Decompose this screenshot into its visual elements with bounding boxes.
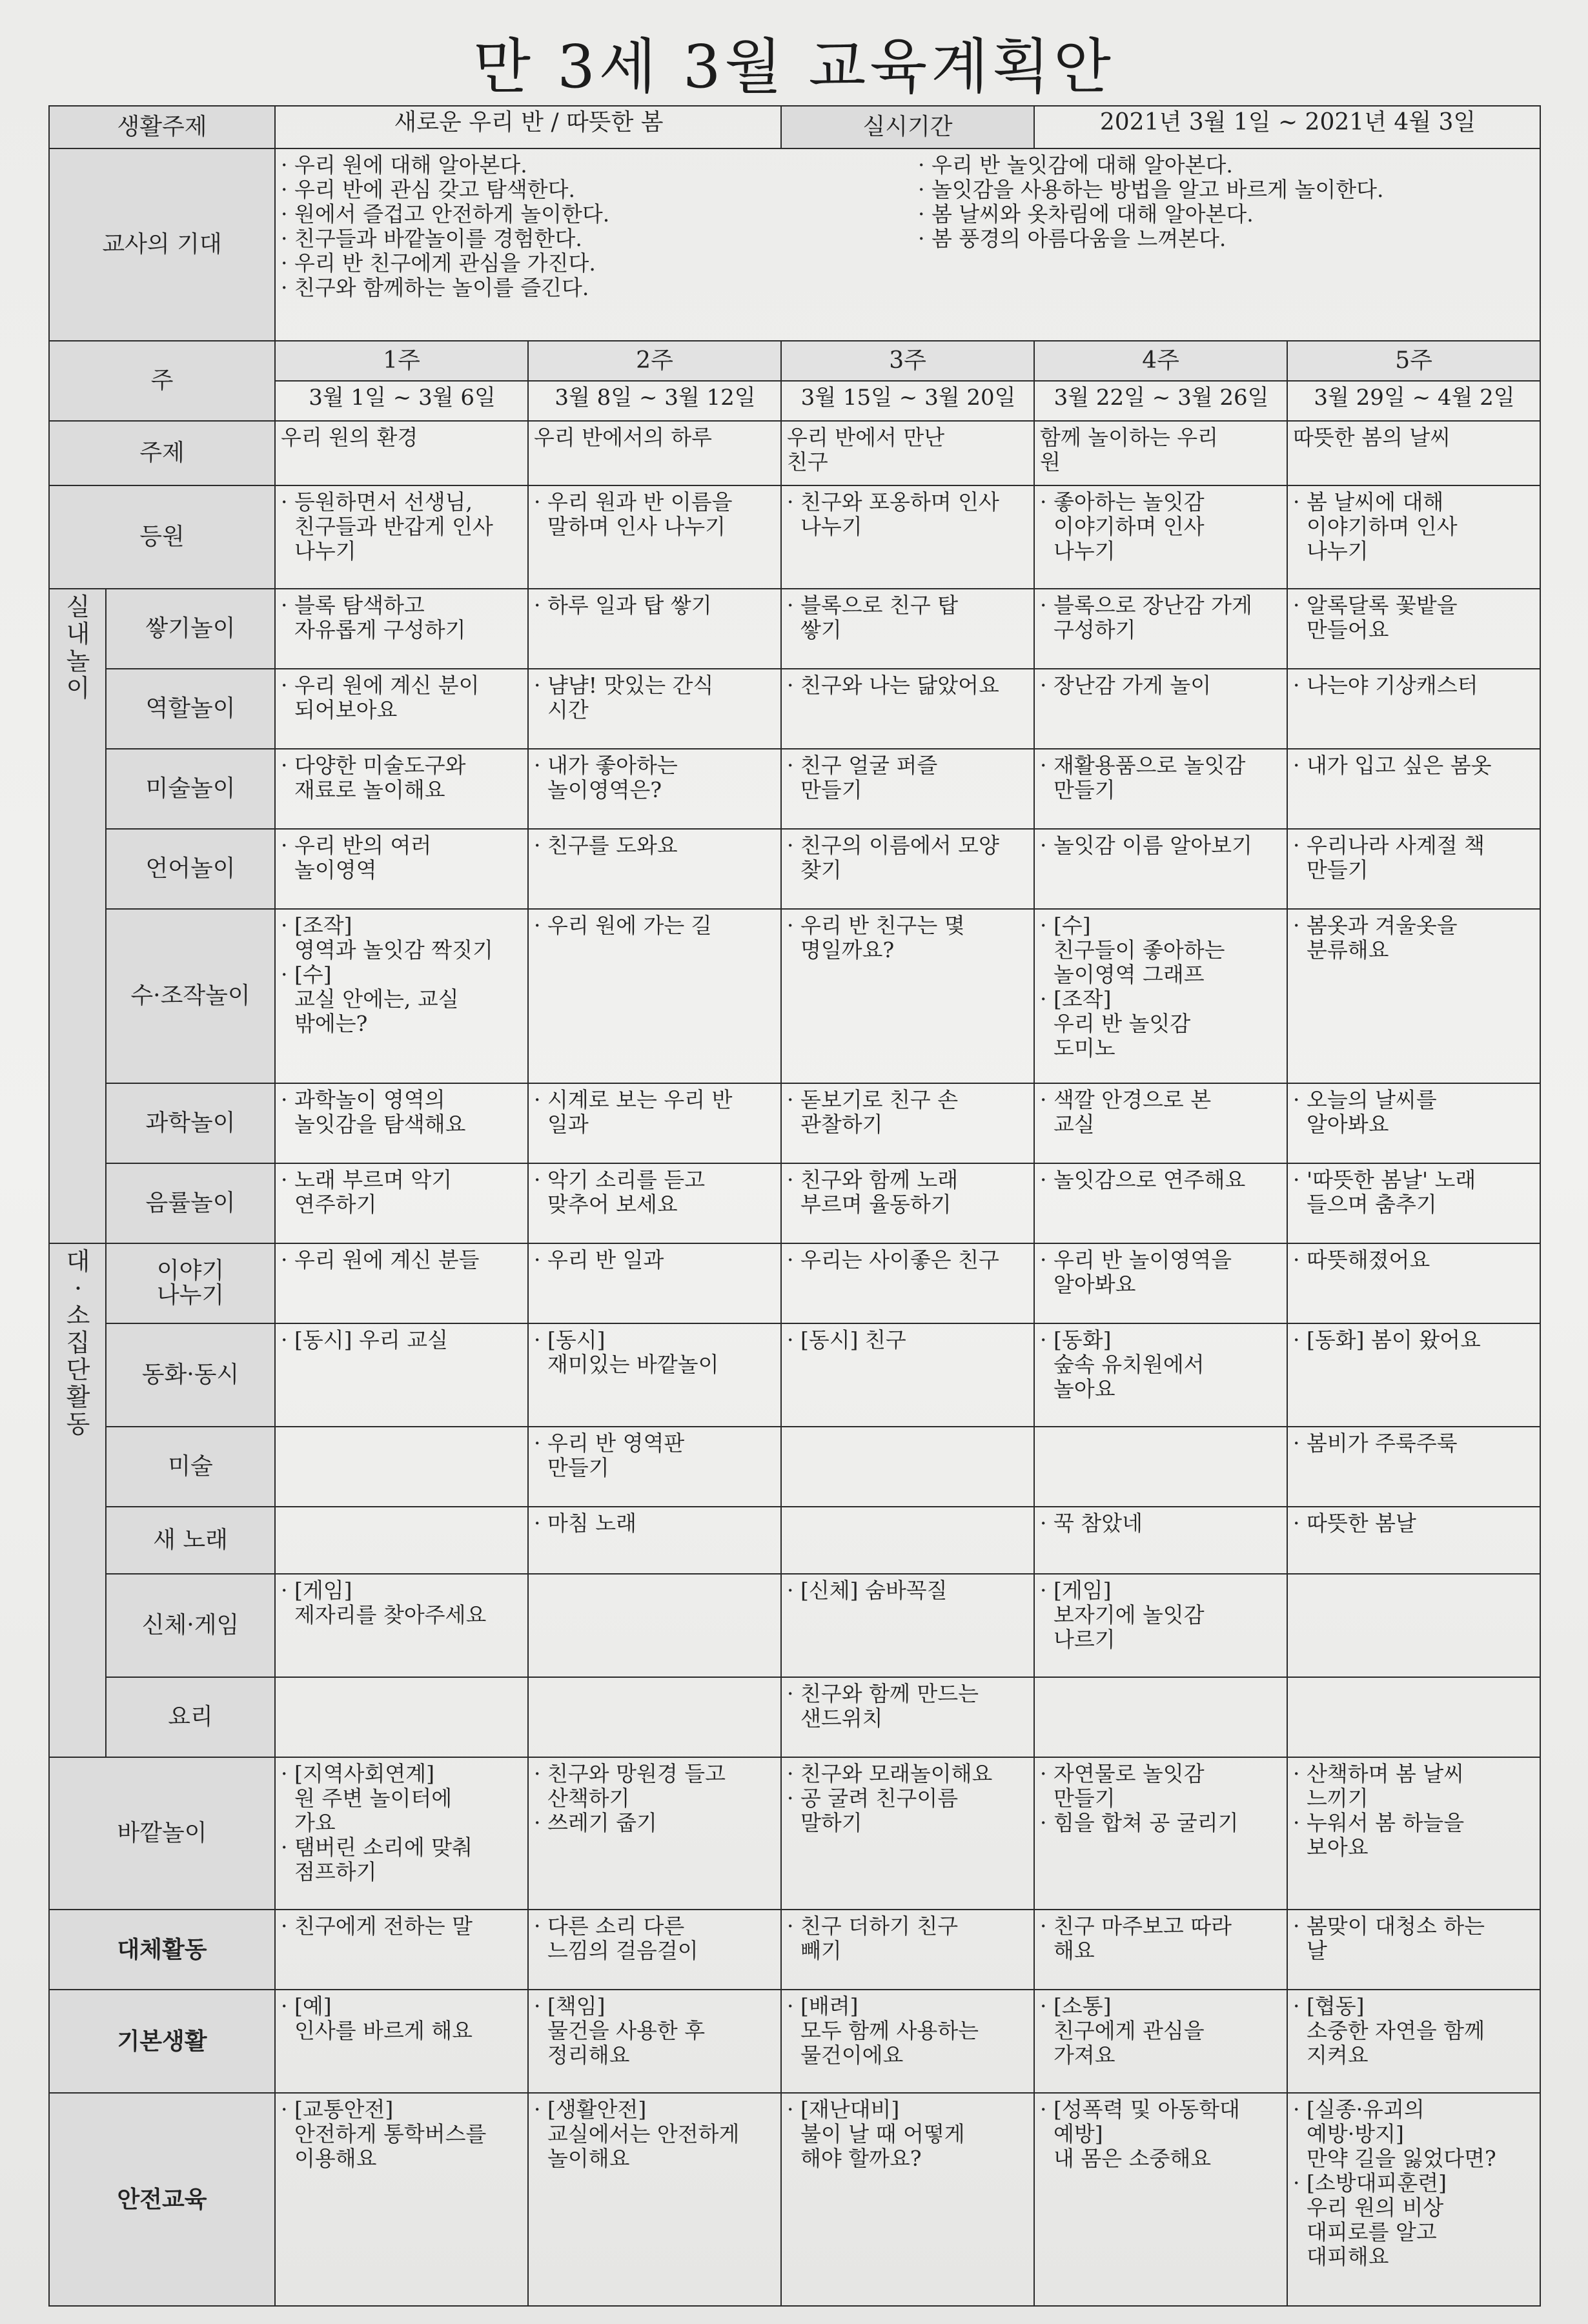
cell-text: · 친구와 나는 닮았어요 xyxy=(787,673,999,698)
week-2-cell xyxy=(528,1574,781,1677)
cell-text: 함께 놀이하는 우리 원 xyxy=(1040,425,1219,474)
expectations-label: 교사의 기대 xyxy=(49,148,275,341)
outdoor-row xyxy=(49,1757,1540,1910)
week-5-cell xyxy=(1287,1323,1540,1427)
cell-text: · 친구와 망원경 들고 산책하기 · 쓰레기 줍기 xyxy=(534,1761,726,1835)
week-3-cell xyxy=(781,1323,1034,1427)
expectation-item: · 봄 날씨와 옷차림에 대해 알아본다. xyxy=(918,201,1254,227)
week-1-cell xyxy=(275,1163,528,1243)
topic-row xyxy=(49,421,1540,485)
indoor-activity-row xyxy=(49,669,1540,749)
week-3-cell xyxy=(781,1243,1034,1323)
week-3-cell xyxy=(781,1163,1034,1243)
week-4-cell xyxy=(1034,485,1287,589)
row-label: 언어놀이 xyxy=(145,855,236,882)
cell-text: · 오늘의 날씨를 알아봐요 xyxy=(1293,1087,1437,1137)
week-2-cell xyxy=(528,669,781,749)
expectation-item: · 봄 풍경의 아름다움을 느껴본다. xyxy=(918,226,1227,251)
expectations-left-list xyxy=(281,153,899,300)
cell-text: · 친구와 포옹하며 인사 나누기 xyxy=(787,489,999,539)
row-label: 바깥놀이 xyxy=(117,1820,207,1846)
group-activity-label xyxy=(106,1323,275,1427)
week-5-cell xyxy=(1287,829,1540,909)
week-5-cell xyxy=(1287,1757,1540,1910)
week-1-cell xyxy=(275,421,528,485)
cell-text: · [동시] 친구 xyxy=(787,1327,906,1352)
week-5-cell xyxy=(1287,1677,1540,1757)
week-3-cell xyxy=(781,2093,1034,2306)
cell-text: · 친구와 모래놀이해요 · 공 굴려 친구이름 말하기 xyxy=(787,1761,993,1835)
week-5-cell xyxy=(1287,1574,1540,1677)
week-1-cell xyxy=(275,1990,528,2093)
week-3-cell xyxy=(781,1990,1034,2093)
group-activity-label xyxy=(106,1574,275,1677)
week-4-cell xyxy=(1034,1427,1287,1507)
week-2-cell xyxy=(528,485,781,589)
week-2-dates: 3월 8일 ~ 3월 12일 xyxy=(528,381,781,421)
group-activity-row xyxy=(49,1507,1540,1574)
indoor-activity-label xyxy=(106,749,275,829)
week-3-name: 3주 xyxy=(781,341,1034,381)
cell-text: · 돋보기로 친구 손 관찰하기 xyxy=(787,1087,959,1137)
cell-text: · [재난대비] 불이 날 때 어떻게 해야 할까요? xyxy=(787,2097,965,2171)
week-1-cell xyxy=(275,1507,528,1574)
cell-text: · [동시] 재미있는 바깥놀이 xyxy=(534,1327,719,1377)
expectations-row xyxy=(49,148,1540,341)
week-1-cell xyxy=(275,485,528,589)
week-label: 주 xyxy=(49,341,275,421)
expectation-item: · 우리 반 친구에게 관심을 가진다. xyxy=(281,250,596,276)
row-label: 새 노래 xyxy=(153,1527,228,1553)
week-4-cell xyxy=(1034,749,1287,829)
week-3-cell xyxy=(781,1677,1034,1757)
cell-text: · 친구 얼굴 퍼즐 만들기 xyxy=(787,753,938,802)
week-2-cell xyxy=(528,1083,781,1163)
week-1-cell xyxy=(275,1323,528,1427)
cell-text: · 시계로 보는 우리 반 일과 xyxy=(534,1087,733,1137)
cell-text: · [수] 친구들이 좋아하는 놀이영역 그래프 · [조작] 우리 반 놀잇감 도미노 xyxy=(1040,913,1225,1061)
group-activity-row xyxy=(49,1243,1540,1323)
week-4-cell xyxy=(1034,1323,1287,1427)
group-activity-label xyxy=(106,1677,275,1757)
week-1-cell xyxy=(275,1910,528,1990)
week-3-cell xyxy=(781,909,1034,1083)
indoor-activity-label xyxy=(106,1163,275,1243)
cell-text: · 따뜻한 봄날 xyxy=(1293,1511,1416,1536)
cell-text: · 블록으로 친구 탑 쌓기 xyxy=(787,593,959,642)
week-4-name: 4주 xyxy=(1034,341,1287,381)
row-label: 과학놀이 xyxy=(145,1110,236,1136)
row-label: 요리 xyxy=(168,1704,213,1730)
cell-text: · [실종·유괴의 예방·방지] 만약 길을 잃었다면? · [소방대피훈련] 우리 원의 비상 대피로를 알고 대피해요 xyxy=(1293,2097,1496,2269)
week-3-cell xyxy=(781,749,1034,829)
week-2-name: 2주 xyxy=(528,341,781,381)
week-2-cell xyxy=(528,1757,781,1910)
week-5-cell xyxy=(1287,1243,1540,1323)
group-activity-row xyxy=(49,1677,1540,1757)
week-1-cell xyxy=(275,1574,528,1677)
week-5-cell xyxy=(1287,1910,1540,1990)
cell-text: · 우리 원에 가는 길 xyxy=(534,913,712,938)
week-1-cell xyxy=(275,1243,528,1323)
cell-text: · 우리 원과 반 이름을 말하며 인사 나누기 xyxy=(534,489,733,539)
cell-text: · 내가 좋아하는 놀이영역은? xyxy=(534,753,678,802)
week-2-cell xyxy=(528,421,781,485)
cell-text: · 마침 노래 xyxy=(534,1511,636,1536)
cell-text: · 우리 원에 계신 분들 xyxy=(281,1247,480,1272)
cell-text: · 봄 날씨에 대해 이야기하며 인사 나누기 xyxy=(1293,489,1458,564)
week-3-cell xyxy=(781,1910,1034,1990)
cell-text: · [협동] 소중한 자연을 함께 지켜요 xyxy=(1293,1993,1485,2068)
week-3-cell xyxy=(781,829,1034,909)
cell-text: · [조작] 영역과 놀잇감 짝짓기 · [수] 교실 안에는, 교실 밖에는? xyxy=(281,913,493,1036)
indoor-activity-row xyxy=(49,1163,1540,1243)
cell-text: · [동화] 숲속 유치원에서 놀아요 xyxy=(1040,1327,1205,1402)
row-label: 신체·게임 xyxy=(141,1612,239,1638)
week-5-cell xyxy=(1287,1990,1540,2093)
indoor-activity-label xyxy=(106,669,275,749)
week-3-cell xyxy=(781,1507,1034,1574)
arrival-row xyxy=(49,485,1540,589)
cell-text: · [소통] 친구에게 관심을 가져요 xyxy=(1040,1993,1205,2068)
cell-text: · 나는야 기상캐스터 xyxy=(1293,673,1478,698)
basic-row xyxy=(49,1990,1540,2093)
week-name-row xyxy=(49,341,1540,381)
safety-label xyxy=(49,2093,275,2306)
week-5-cell xyxy=(1287,589,1540,669)
week-4-cell xyxy=(1034,2093,1287,2306)
week-3-cell xyxy=(781,1083,1034,1163)
cell-text: · 우리나라 사계절 책 만들기 xyxy=(1293,833,1485,882)
theme-label: 생활주제 xyxy=(49,106,275,148)
expectation-item: · 친구와 함께하는 놀이를 즐긴다. xyxy=(281,275,589,300)
week-5-cell xyxy=(1287,2093,1540,2306)
expectations-content xyxy=(275,148,1540,341)
row-label: 음률놀이 xyxy=(145,1190,236,1216)
expectations-right-list xyxy=(918,153,1536,300)
week-5-name: 5주 xyxy=(1287,341,1540,381)
group-activity-label xyxy=(106,1507,275,1574)
indoor-activity-label xyxy=(106,829,275,909)
cell-text: · 자연물로 놀잇감 만들기 · 힘을 합쳐 공 굴리기 xyxy=(1040,1761,1239,1835)
week-2-cell xyxy=(528,829,781,909)
expectation-item: · 우리 반에 관심 갖고 탐색한다. xyxy=(281,177,575,202)
week-5-cell xyxy=(1287,421,1540,485)
week-1-cell xyxy=(275,1757,528,1910)
week-4-cell xyxy=(1034,1990,1287,2093)
cell-text: · 꾹 참았네 xyxy=(1040,1511,1143,1536)
week-2-cell xyxy=(528,1990,781,2093)
basic-label xyxy=(49,1990,275,2093)
cell-text: · 친구를 도와요 xyxy=(534,833,678,858)
cell-text: · 다른 소리 다른 느낌의 걸음걸이 xyxy=(534,1913,698,1963)
row-label: 주제 xyxy=(139,440,185,466)
week-3-cell xyxy=(781,1757,1034,1910)
cell-text: · 우리 반 영역판 만들기 xyxy=(534,1431,685,1480)
week-3-cell xyxy=(781,589,1034,669)
cell-text: · 친구에게 전하는 말 xyxy=(281,1913,473,1939)
cell-text: · [게임] 제자리를 찾아주세요 xyxy=(281,1578,487,1627)
cell-text: · 장난감 가게 놀이 xyxy=(1040,673,1212,698)
cell-text: · 하루 일과 탑 쌓기 xyxy=(534,593,712,618)
week-3-dates: 3월 15일 ~ 3월 20일 xyxy=(781,381,1034,421)
week-2-cell xyxy=(528,589,781,669)
week-4-cell xyxy=(1034,1243,1287,1323)
row-label: 역할놀이 xyxy=(145,695,236,722)
cell-text: · 놀잇감 이름 알아보기 xyxy=(1040,833,1252,858)
indoor-activity-label xyxy=(106,909,275,1083)
expectation-item: · 놀잇감을 사용하는 방법을 알고 바르게 놀이한다. xyxy=(918,177,1384,202)
theme-row xyxy=(49,106,1540,148)
cell-text: · 놀잇감으로 연주해요 xyxy=(1040,1167,1246,1192)
cell-text: · [책임] 물건을 사용한 후 정리해요 xyxy=(534,1993,706,2068)
week-5-cell xyxy=(1287,1427,1540,1507)
week-2-cell xyxy=(528,1163,781,1243)
cell-text: · [신체] 숨바꼭질 xyxy=(787,1578,948,1603)
cell-text: · [생활안전] 교실에서는 안전하게 놀이해요 xyxy=(534,2097,740,2171)
week-4-cell xyxy=(1034,1757,1287,1910)
theme-value: 새로운 우리 반 / 따뜻한 봄 xyxy=(275,106,781,148)
cell-text: · 냠냠! 맛있는 간식 시간 xyxy=(534,673,714,722)
cell-text: · 내가 입고 싶은 봄옷 xyxy=(1293,753,1492,778)
week-4-dates: 3월 22일 ~ 3월 26일 xyxy=(1034,381,1287,421)
cell-text: · 블록 탐색하고 자유롭게 구성하기 xyxy=(281,593,466,642)
expectation-item: · 원에서 즐겁고 안전하게 놀이한다. xyxy=(281,201,610,227)
row-label: 쌓기놀이 xyxy=(145,615,236,642)
cell-text: · 다양한 미술도구와 재료로 놀이해요 xyxy=(281,753,466,802)
row-label: 미술 xyxy=(168,1453,213,1480)
cell-text: · [교통안전] 안전하게 통학버스를 이용해요 xyxy=(281,2097,487,2171)
cell-text: · '따뜻한 봄날' 노래 들으며 춤추기 xyxy=(1293,1167,1476,1217)
cell-text: · 악기 소리를 듣고 맞추어 보세요 xyxy=(534,1167,706,1217)
week-2-cell xyxy=(528,2093,781,2306)
group-activity-label xyxy=(106,1427,275,1507)
week-4-cell xyxy=(1034,1507,1287,1574)
cell-text: · [지역사회연계] 원 주변 놀이터에 가요 · 탬버린 소리에 맞춰 점프하기 xyxy=(281,1761,473,1884)
week-2-cell xyxy=(528,1677,781,1757)
week-3-cell xyxy=(781,421,1034,485)
cell-text: 따뜻한 봄의 날씨 xyxy=(1293,425,1451,450)
row-label: 동화·동시 xyxy=(141,1361,239,1388)
indoor-activity-row xyxy=(49,909,1540,1083)
week-3-cell xyxy=(781,1427,1034,1507)
group-activity-row xyxy=(49,1574,1540,1677)
alternative-row xyxy=(49,1910,1540,1990)
row-label: 대체활동 xyxy=(117,1936,207,1963)
indoor-activity-label xyxy=(106,1083,275,1163)
cell-text: · 봄비가 주룩주룩 xyxy=(1293,1431,1458,1456)
cell-text: · 우리 반의 여러 놀이영역 xyxy=(281,833,432,882)
topic-label xyxy=(49,421,275,485)
week-4-cell xyxy=(1034,1677,1287,1757)
cell-text: · 친구 마주보고 따라 해요 xyxy=(1040,1913,1232,1963)
cell-text: · 좋아하는 놀잇감 이야기하며 인사 나누기 xyxy=(1040,489,1205,564)
row-label: 이야기 나누기 xyxy=(156,1258,225,1309)
cell-text: · 친구의 이름에서 모양 찾기 xyxy=(787,833,999,882)
expectation-item: · 친구들과 바깥놀이를 경험한다. xyxy=(281,226,582,251)
alternative-label xyxy=(49,1910,275,1990)
week-1-cell xyxy=(275,2093,528,2306)
expectation-item: · 우리 원에 대해 알아본다. xyxy=(281,152,527,178)
indoor-activity-row xyxy=(49,589,1540,669)
week-1-cell xyxy=(275,829,528,909)
week-1-cell xyxy=(275,589,528,669)
week-2-cell xyxy=(528,1243,781,1323)
week-4-cell xyxy=(1034,1574,1287,1677)
week-2-cell xyxy=(528,1910,781,1990)
cell-text: 우리 원의 환경 xyxy=(281,425,418,450)
group-label-text: 실내놀이 xyxy=(66,593,90,702)
cell-text: · 친구 더하기 친구 빼기 xyxy=(787,1913,959,1963)
indoor-activity-row xyxy=(49,829,1540,909)
week-5-cell xyxy=(1287,485,1540,589)
cell-text: · 우리는 사이좋은 친구 xyxy=(787,1247,999,1272)
week-4-cell xyxy=(1034,909,1287,1083)
week-3-cell xyxy=(781,1574,1034,1677)
week-4-cell xyxy=(1034,1163,1287,1243)
week-1-cell xyxy=(275,749,528,829)
cell-text: · 재활용품으로 놀잇감 만들기 xyxy=(1040,753,1246,802)
indoor-activity-row xyxy=(49,749,1540,829)
week-2-cell xyxy=(528,909,781,1083)
cell-text: · [배려] 모두 함께 사용하는 물건이에요 xyxy=(787,1993,979,2068)
week-5-cell xyxy=(1287,909,1540,1083)
row-label: 기본생활 xyxy=(117,2028,207,2055)
week-4-cell xyxy=(1034,589,1287,669)
week-1-cell xyxy=(275,909,528,1083)
cell-text: 우리 반에서의 하루 xyxy=(534,425,713,450)
cell-text: · [동화] 봄이 왔어요 xyxy=(1293,1327,1481,1352)
week-1-cell xyxy=(275,1083,528,1163)
week-4-cell xyxy=(1034,669,1287,749)
week-5-cell xyxy=(1287,1507,1540,1574)
row-label: 미술놀이 xyxy=(145,775,236,802)
safety-row xyxy=(49,2093,1540,2306)
week-4-cell xyxy=(1034,421,1287,485)
indoor-activity-group-label xyxy=(49,589,106,1243)
week-1-cell xyxy=(275,1427,528,1507)
week-5-dates: 3월 29일 ~ 4월 2일 xyxy=(1287,381,1540,421)
week-4-cell xyxy=(1034,829,1287,909)
week-2-cell xyxy=(528,749,781,829)
period-label: 실시기간 xyxy=(781,106,1034,148)
week-5-cell xyxy=(1287,1083,1540,1163)
cell-text: · [예] 인사를 바르게 해요 xyxy=(281,1993,473,2043)
cell-text: · [성폭력 및 아동학대 예방] 내 몸은 소중해요 xyxy=(1040,2097,1240,2171)
row-label: 등원 xyxy=(139,524,185,550)
cell-text: · 노래 부르며 악기 연주하기 xyxy=(281,1167,453,1217)
cell-text: · 우리 원에 계신 분이 되어보아요 xyxy=(281,673,480,722)
group-label-text: 대·소집단활동 xyxy=(66,1247,90,1438)
group-activity-row xyxy=(49,1323,1540,1427)
page-title: 만 3세 3월 교육계획안 xyxy=(473,32,1115,101)
cell-text: · 우리 반 일과 xyxy=(534,1247,664,1272)
cell-text: · 블록으로 장난감 가게 구성하기 xyxy=(1040,593,1252,642)
week-5-cell xyxy=(1287,1163,1540,1243)
arrival-label xyxy=(49,485,275,589)
cell-text: · 등원하면서 선생님, 친구들과 반갑게 인사 나누기 xyxy=(281,489,493,564)
cell-text: · [게임] 보자기에 놀잇감 나르기 xyxy=(1040,1578,1205,1652)
cell-text: · 봄맞이 대청소 하는 날 xyxy=(1293,1913,1485,1963)
cell-text: · 과학놀이 영역의 놀잇감을 탐색해요 xyxy=(281,1087,466,1137)
group-activity-label xyxy=(106,1243,275,1323)
row-label: 안전교육 xyxy=(117,2186,207,2213)
cell-text: · 따뜻해졌어요 xyxy=(1293,1247,1430,1272)
week-1-cell xyxy=(275,1677,528,1757)
week-1-name: 1주 xyxy=(275,341,528,381)
cell-text: · 봄옷과 겨울옷을 분류해요 xyxy=(1293,913,1458,963)
expectation-item: · 우리 반 놀잇감에 대해 알아본다. xyxy=(918,152,1233,178)
indoor-activity-row xyxy=(49,1083,1540,1163)
indoor-activity-label xyxy=(106,589,275,669)
cell-text: · [동시] 우리 교실 xyxy=(281,1327,448,1352)
row-label: 수·조작놀이 xyxy=(130,983,250,1009)
cell-text: · 색깔 안경으로 본 교실 xyxy=(1040,1087,1212,1137)
week-1-cell xyxy=(275,669,528,749)
period-value: 2021년 3월 1일 ~ 2021년 4월 3일 xyxy=(1034,106,1540,148)
cell-text: · 친구와 함께 만드는 샌드위치 xyxy=(787,1681,979,1731)
cell-text: · 친구와 함께 노래 부르며 율동하기 xyxy=(787,1167,959,1217)
week-2-cell xyxy=(528,1427,781,1507)
week-2-cell xyxy=(528,1323,781,1427)
week-2-cell xyxy=(528,1507,781,1574)
week-5-cell xyxy=(1287,669,1540,749)
cell-text: · 우리 반 친구는 몇 명일까요? xyxy=(787,913,965,963)
cell-text: 우리 반에서 만난 친구 xyxy=(787,425,945,474)
group-activity-row xyxy=(49,1427,1540,1507)
week-4-cell xyxy=(1034,1083,1287,1163)
cell-text: · 알록달록 꽃밭을 만들어요 xyxy=(1293,593,1458,642)
education-plan-table xyxy=(48,105,1541,2307)
cell-text: · 우리 반 놀이영역을 알아봐요 xyxy=(1040,1247,1232,1297)
week-4-cell xyxy=(1034,1910,1287,1990)
cell-text: · 산책하며 봄 날씨 느끼기 · 누워서 봄 하늘을 보아요 xyxy=(1293,1761,1465,1860)
outdoor-label xyxy=(49,1757,275,1910)
group-activity-group-label xyxy=(49,1243,106,1757)
week-3-cell xyxy=(781,485,1034,589)
week-5-cell xyxy=(1287,749,1540,829)
week-3-cell xyxy=(781,669,1034,749)
week-1-dates: 3월 1일 ~ 3월 6일 xyxy=(275,381,528,421)
